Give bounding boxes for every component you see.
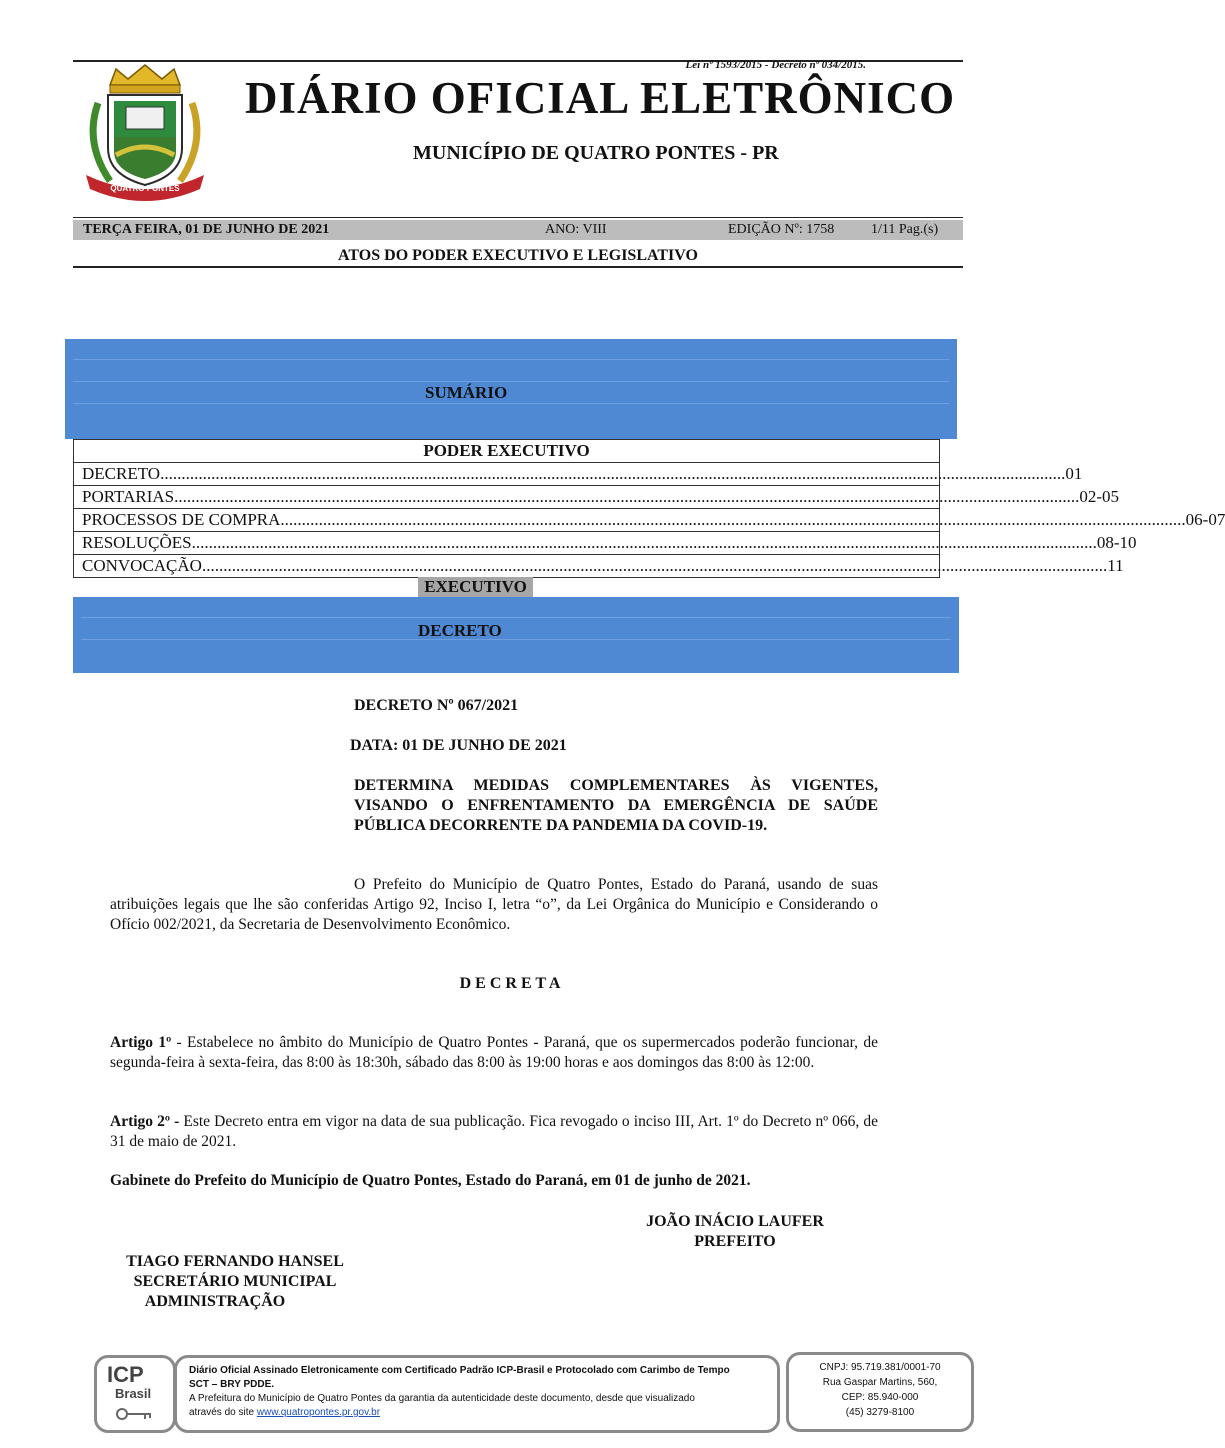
key-icon xyxy=(115,1406,155,1422)
decree-preamble: O Prefeito do Município de Quatro Pontes, Estado do Paraná, usando de suas atribuições legais que lhe são conferidas Artigo 92, Inciso I, letra “o”, da Lei Orgânica do Município e Considerando o Ofício 002/2021, da Secretaria de Desenvolvimento Econômico. xyxy=(110,876,878,933)
edition-date: TERÇA FEIRA, 01 DE JUNHO DE 2021 xyxy=(83,222,330,237)
article-2-text: Este Decreto entra em vigor na data de sua publicação. Fica revogado o inciso III, Art. 1º do Decreto nº 066, de 31 de maio de 2021. xyxy=(110,1113,878,1150)
summary-title: SUMÁRIO xyxy=(425,383,508,402)
edition-number: EDIÇÃO Nº: 1758 xyxy=(728,222,835,237)
toc-row[interactable]: PORTARIAS ..................................................................................................................................................................................................................... 02-05 xyxy=(74,486,939,509)
contact-cep: CEP: 85.940-000 xyxy=(841,1392,919,1403)
edition-info-bar xyxy=(73,220,963,240)
toc-row[interactable]: CONVOCAÇÃO ..................................................................................................................................................................................................................... 11 xyxy=(82,556,1124,575)
icp-logo-text: ICP xyxy=(107,1362,144,1387)
contact-cnpj: CNPJ: 95.719.381/0001-70 xyxy=(819,1362,941,1373)
toc-label: RESOLUÇÕES xyxy=(82,533,192,552)
toc-label: CONVOCAÇÃO xyxy=(82,556,202,575)
secretary-title: SECRETÁRIO MUNICIPAL xyxy=(133,1273,337,1290)
site-link[interactable]: www.quatropontes.pr.gov.br xyxy=(256,1407,381,1418)
toc-row[interactable]: PROCESSOS DE COMPRA ..................................................................................................................................................................................................................... 06-07 xyxy=(74,509,939,532)
toc-label: PROCESSOS DE COMPRA xyxy=(82,510,281,529)
law-reference: Lei nº 1593/2015 - Decreto nº 034/2015. xyxy=(685,59,866,71)
contact-phone: (45) 3279-8100 xyxy=(845,1407,915,1418)
toc-label: PORTARIAS xyxy=(82,487,175,506)
toc-page: 11 xyxy=(1107,556,1124,575)
municipality-subtitle: MUNICÍPIO DE QUATRO PONTES - PR xyxy=(413,142,779,164)
article-1 xyxy=(110,1033,878,1073)
crest-ribbon-text: QUATRO PONTES xyxy=(110,184,180,193)
edition-pages: 1/11 Pag.(s) xyxy=(871,222,939,237)
secretary-signature xyxy=(110,1252,360,1312)
toc-row[interactable]: DECRETO ..................................................................................................................................................................................................................... 01 xyxy=(74,463,939,486)
toc-page: 06-07 xyxy=(1185,510,1225,529)
article-1-label: Artigo 1º xyxy=(110,1034,172,1051)
article-1-text: - Estabelece no âmbito do Município de Quatro Pontes - Paraná, que os supermercados poderão funcionar, de segunda-feira à sexta-feira, das 8:00 às 18:30h, sábado das 8:00 às 19:00 horas e aos domingos das 8:00 às 12:00. xyxy=(110,1034,878,1071)
cert-line-2: SCT – BRY PDDE. xyxy=(189,1379,275,1390)
toc-row[interactable]: RESOLUÇÕES ..................................................................................................................................................................................................................... 08-10 xyxy=(74,532,939,555)
secretary-department: ADMINISTRAÇÃO xyxy=(144,1293,286,1310)
toc-page: 01 xyxy=(1065,464,1083,483)
icp-logo-box xyxy=(94,1355,176,1433)
article-2-label: Artigo 2º - xyxy=(110,1113,180,1130)
cert-line-3: A Prefeitura do Município de Quatro Pontes da garantia da autenticidade deste documento, desde que visualizado xyxy=(189,1393,695,1404)
decree-date: DATA: 01 DE JUNHO DE 2021 xyxy=(350,737,567,754)
decree-number: DECRETO Nº 067/2021 xyxy=(354,697,519,714)
article-2 xyxy=(110,1112,878,1152)
decreta-heading: D E C R E T A xyxy=(459,975,561,992)
secretary-name: TIAGO FERNANDO HANSEL xyxy=(126,1253,344,1270)
decree-closing: Gabinete do Prefeito do Município de Quatro Pontes, Estado do Paraná, em 01 de junho de 2021. xyxy=(110,1172,751,1189)
cert-line-1: Diário Oficial Assinado Eletronicamente com Certificado Padrão ICP-Brasil e Protocolado com Carimbo de Tempo xyxy=(189,1365,730,1376)
municipal-crest-logo xyxy=(80,63,210,198)
decree-banner-title: DECRETO xyxy=(418,621,502,640)
decree-banner xyxy=(73,597,959,673)
mayor-name: JOÃO INÁCIO LAUFER xyxy=(646,1213,824,1230)
info-bar-top-rule xyxy=(73,217,963,218)
executive-label: EXECUTIVO xyxy=(418,577,533,597)
toc-label: DECRETO xyxy=(82,464,161,483)
mayor-signature xyxy=(600,1212,870,1252)
contact-address: Rua Gaspar Martins, 560, xyxy=(822,1377,938,1388)
icp-logo-subtext: Brasil xyxy=(115,1386,152,1401)
cert-line-4: através do site www.quatropontes.pr.gov.br xyxy=(189,1407,381,1418)
page-title: DIÁRIO OFICIAL ELETRÔNICO xyxy=(245,73,956,123)
contact-box xyxy=(786,1352,974,1432)
toc-page: 02-05 xyxy=(1079,487,1120,506)
mayor-title: PREFEITO xyxy=(694,1233,776,1250)
summary-table xyxy=(73,439,1225,578)
summary-banner xyxy=(65,339,957,439)
certification-box xyxy=(174,1355,780,1433)
header-bottom-rule xyxy=(73,266,963,268)
toc-page: 08-10 xyxy=(1096,533,1137,552)
edition-year: ANO: VIII xyxy=(545,222,607,237)
decree-ementa: DETERMINA MEDIDAS COMPLEMENTARES ÀS VIGENTES, VISANDO O ENFRENTAMENTO DA EMERGÊNCIA DE SAÚDE PÚBLICA DECORRENTE DA PANDEMIA DA COVID-19. xyxy=(354,777,878,834)
summary-group-header: PODER EXECUTIVO xyxy=(74,440,939,463)
section-heading: ATOS DO PODER EXECUTIVO E LEGISLATIVO xyxy=(338,247,698,264)
